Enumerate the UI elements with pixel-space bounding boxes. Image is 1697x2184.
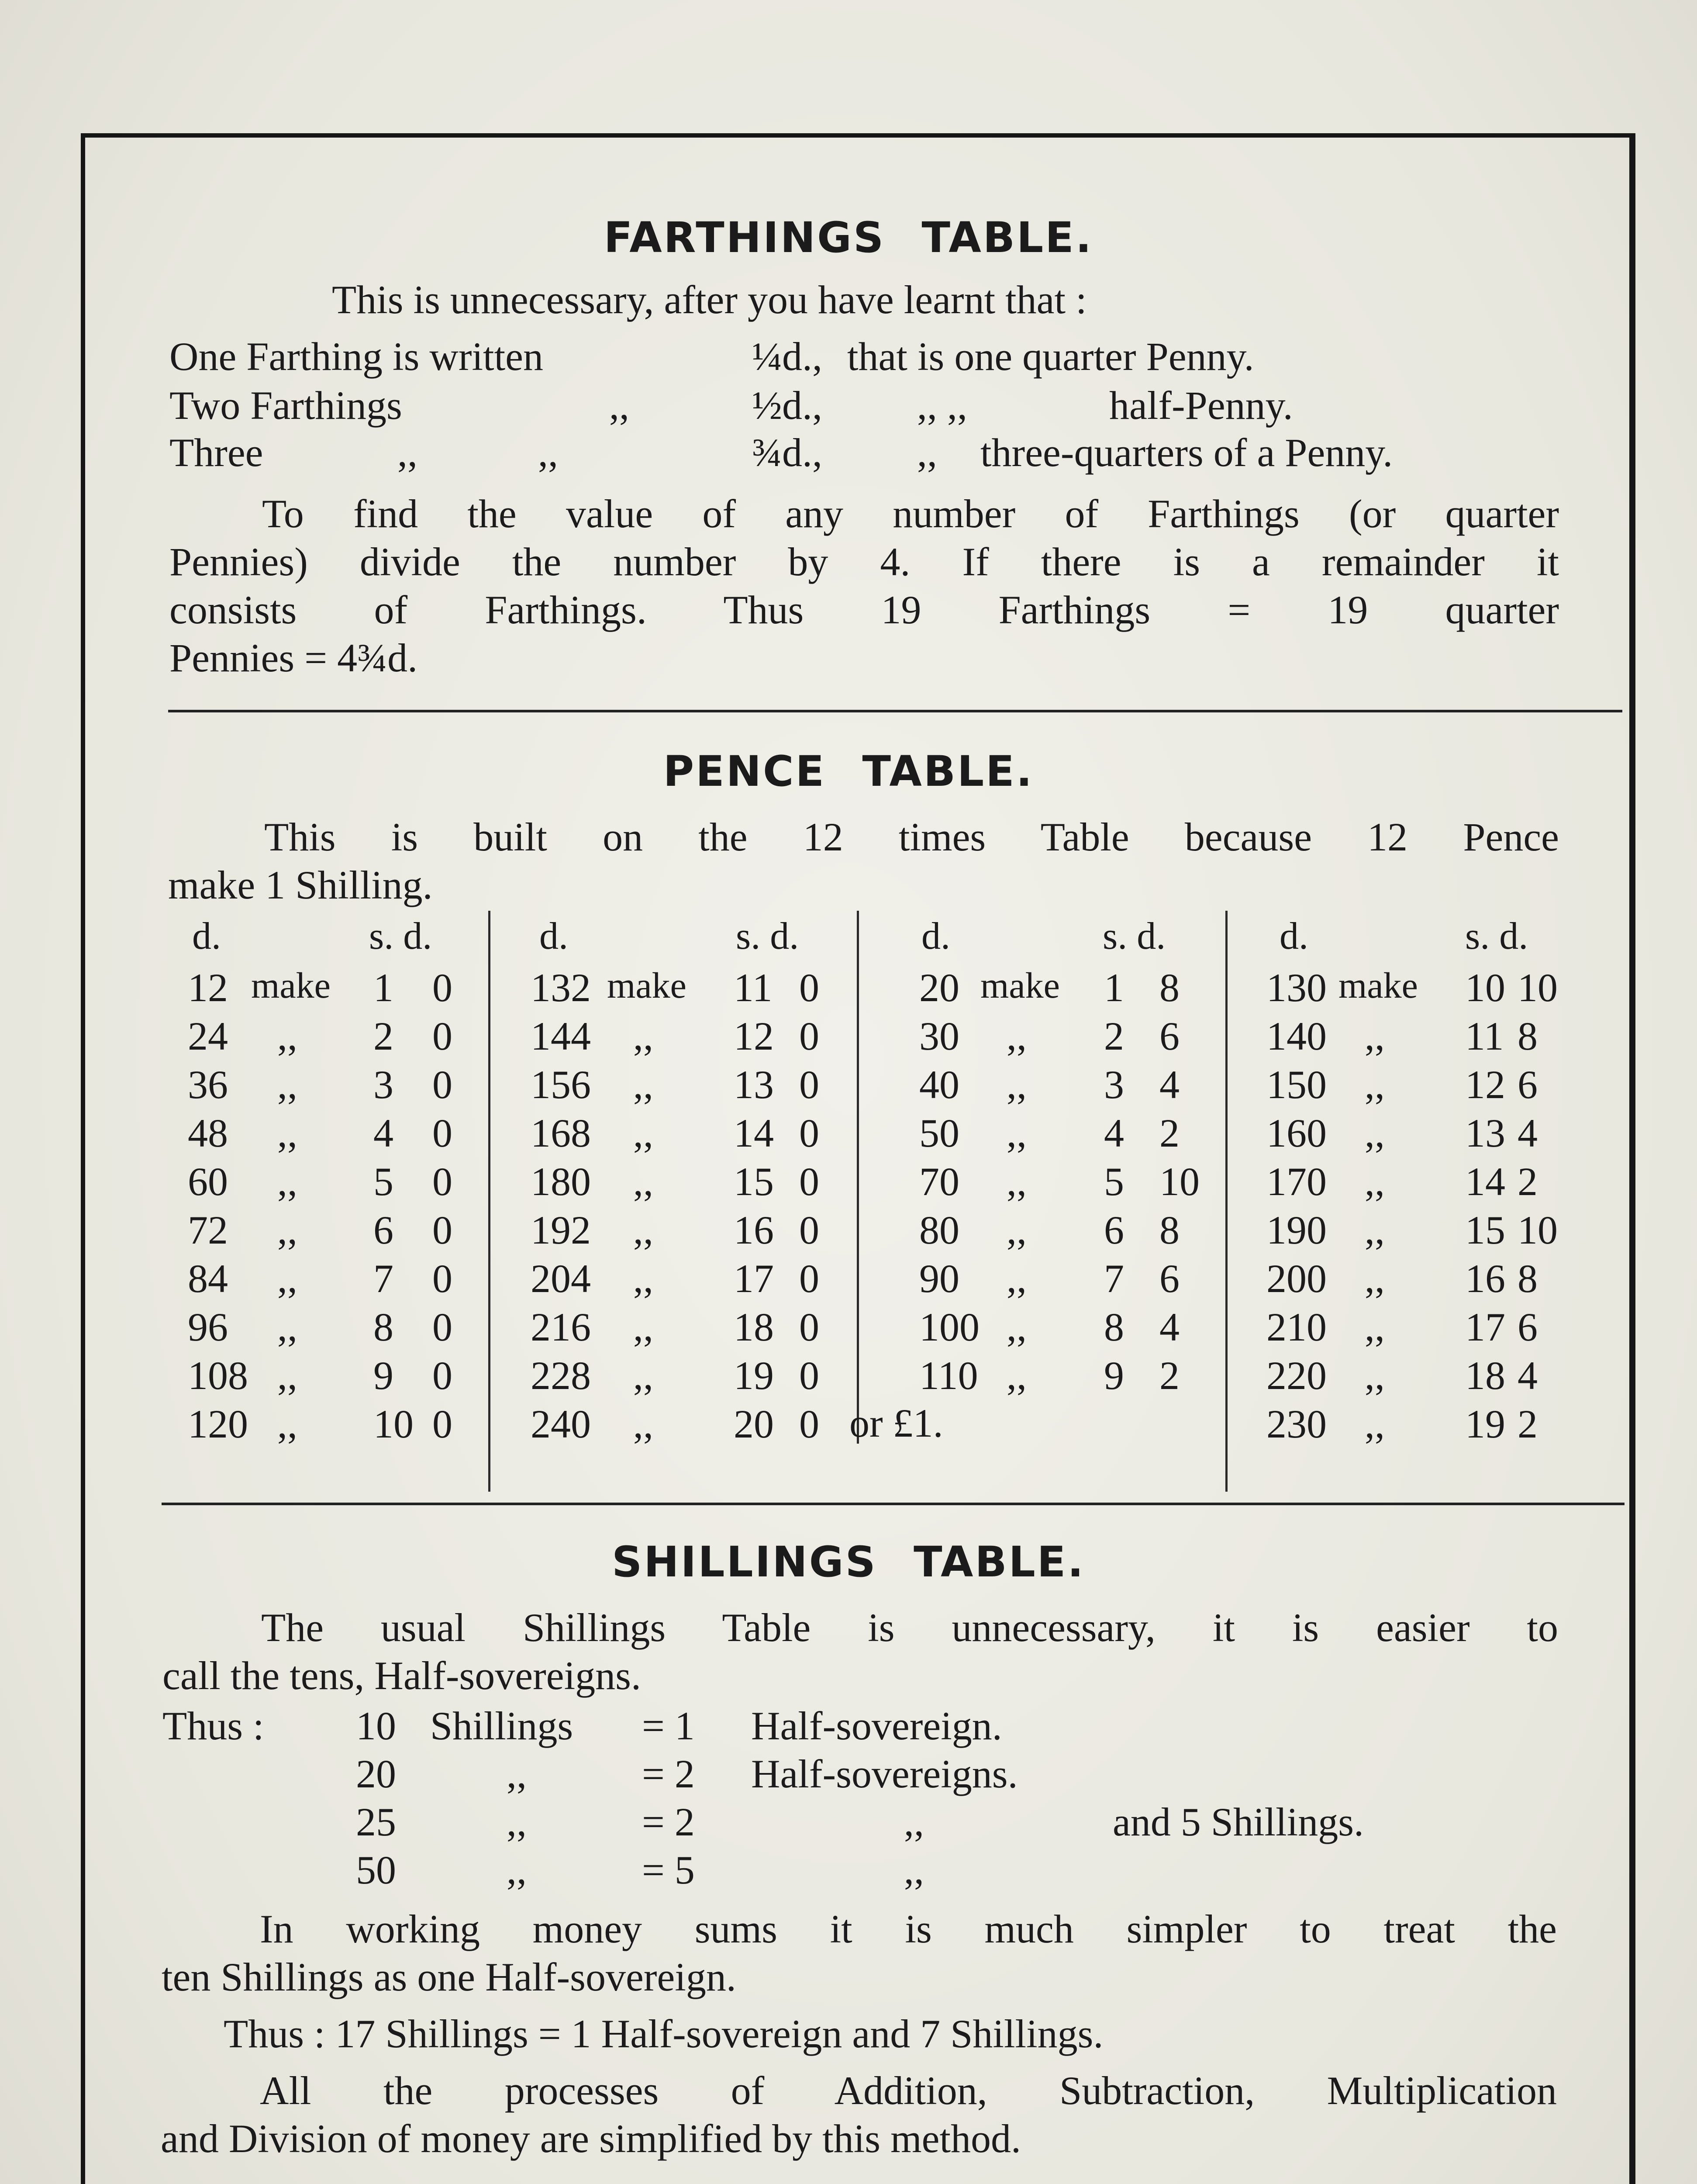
shillings-intro: call the tens, Half-sovereigns. (162, 1653, 641, 1698)
pence-amount: 60 (188, 1159, 228, 1204)
shillings-value: 5 (1104, 1159, 1124, 1204)
shillings-value: 2 (373, 1014, 393, 1058)
shillings-equals: = 5 (642, 1848, 695, 1892)
pence-amount: 40 (919, 1062, 959, 1107)
pence-amount: 170 (1266, 1159, 1327, 1204)
farthings-row-value: ½d., (752, 383, 822, 428)
pence-value: 2 (1518, 1159, 1538, 1204)
pence-value: 2 (1159, 1353, 1180, 1398)
shillings-value: 6 (373, 1208, 393, 1252)
farthings-row-desc: that is one quarter Penny. (847, 334, 1254, 379)
shillings-example: Thus : 17 Shillings = 1 Half-sovereign and 7 Shillings. (224, 2011, 1104, 2056)
column-header-d: d. (539, 915, 568, 957)
farthings-row-desc: half-Penny. (1109, 383, 1293, 428)
shillings-extra: and 5 Shillings. (1113, 1800, 1364, 1844)
pence-make: ,, (277, 1208, 297, 1252)
shillings-count: 50 (356, 1848, 396, 1892)
pence-make: ,, (1007, 1014, 1027, 1058)
pence-value: 0 (432, 1256, 452, 1301)
shillings-unit: ,, (507, 1848, 527, 1892)
pence-value: 4 (1159, 1305, 1180, 1349)
farthings-paragraph-line: To find the value of any number of Farthings (or quarter (262, 491, 1559, 536)
column-header-d: d. (192, 915, 221, 957)
pence-make: ,, (277, 1062, 297, 1107)
shillings-unit: Shillings (430, 1704, 573, 1748)
shillings-value: 7 (373, 1256, 393, 1301)
pence-make: ,, (277, 1111, 297, 1155)
pence-value: 6 (1159, 1014, 1180, 1058)
shillings-value: 2 (1104, 1014, 1124, 1058)
pence-amount: 240 (531, 1402, 591, 1446)
pence-amount: 100 (919, 1305, 980, 1349)
pence-value: 4 (1159, 1062, 1180, 1107)
pence-make: ,, (633, 1305, 653, 1349)
column-divider (1225, 911, 1228, 1492)
pence-value: 0 (799, 1208, 819, 1252)
shillings-value: 15 (734, 1159, 774, 1204)
shillings-result: Half-sovereigns. (751, 1752, 1018, 1796)
pence-make: ,, (633, 1256, 653, 1301)
pence-amount: 180 (531, 1159, 591, 1204)
shillings-value: 12 (734, 1014, 774, 1058)
pence-amount: 160 (1266, 1111, 1327, 1155)
pence-amount: 30 (919, 1014, 959, 1058)
pence-value: 0 (799, 965, 819, 1010)
farthings-title: FARTHINGS TABLE. (604, 213, 1093, 262)
farthings-row-ditto: ,, (917, 430, 937, 475)
pence-value: 6 (1518, 1305, 1538, 1349)
pence-amount: 204 (531, 1256, 591, 1301)
pence-amount: 48 (188, 1111, 228, 1155)
pence-make: ,, (633, 1159, 653, 1204)
pence-value: 10 (1518, 965, 1558, 1010)
pence-value: 0 (799, 1014, 819, 1058)
shillings-equals: = 1 (642, 1704, 695, 1748)
pence-amount: 90 (919, 1256, 959, 1301)
pence-make: ,, (1365, 1402, 1385, 1446)
pence-amount: 156 (531, 1062, 591, 1107)
pence-make: ,, (1007, 1208, 1027, 1252)
pence-value: 0 (799, 1353, 819, 1398)
farthings-row-label: Three (169, 430, 263, 475)
pence-amount: 210 (1266, 1305, 1327, 1349)
pence-make: ,, (633, 1111, 653, 1155)
pence-value: 0 (432, 965, 452, 1010)
shillings-value: 19 (734, 1353, 774, 1398)
pence-amount: 168 (531, 1111, 591, 1155)
shillings-value: 6 (1104, 1208, 1124, 1252)
shillings-result: Half-sovereign. (751, 1704, 1002, 1748)
pence-value: 4 (1518, 1111, 1538, 1155)
pence-make: ,, (277, 1159, 297, 1204)
shillings-intro: The usual Shillings Table is unnecessary, it is easier to (261, 1605, 1558, 1650)
shillings-value: 16 (734, 1208, 774, 1252)
shillings-value: 9 (373, 1353, 393, 1398)
section-divider (168, 710, 1622, 712)
farthings-paragraph-line: Pennies = 4¾d. (169, 636, 418, 680)
pence-make: ,, (1007, 1111, 1027, 1155)
pence-make: ,, (633, 1062, 653, 1107)
pence-value: 2 (1518, 1402, 1538, 1446)
farthings-paragraph-line: consists of Farthings. Thus 19 Farthings = 19 quarter (169, 587, 1559, 632)
pence-amount: 140 (1266, 1014, 1327, 1058)
pence-make: make (607, 965, 686, 1006)
pence-make: ,, (277, 1353, 297, 1398)
pound-note: or £1. (849, 1401, 943, 1445)
shillings-value: 5 (373, 1159, 393, 1204)
pence-value: 0 (432, 1353, 452, 1398)
pence-amount: 132 (531, 965, 591, 1010)
pence-make: ,, (277, 1256, 297, 1301)
pence-value: 4 (1518, 1353, 1538, 1398)
shillings-unit: ,, (507, 1752, 527, 1796)
pence-value: 8 (1518, 1014, 1538, 1058)
pence-make: ,, (1007, 1062, 1027, 1107)
pence-value: 0 (432, 1159, 452, 1204)
shillings-value: 15 (1465, 1208, 1505, 1252)
pence-amount: 12 (188, 965, 228, 1010)
shillings-value: 1 (373, 965, 393, 1010)
shillings-value: 7 (1104, 1256, 1124, 1301)
shillings-value: 11 (1465, 1014, 1504, 1058)
column-header-sd: s. d. (1465, 915, 1528, 957)
farthings-row-ditto: ,, ,, (397, 430, 558, 475)
pence-value: 6 (1518, 1062, 1538, 1107)
shillings-value: 19 (1465, 1402, 1505, 1446)
shillings-value: 16 (1465, 1256, 1505, 1301)
shillings-value: 10 (373, 1402, 414, 1446)
pence-amount: 20 (919, 965, 959, 1010)
pence-make: ,, (1007, 1305, 1027, 1349)
pence-amount: 120 (188, 1402, 248, 1446)
pence-make: ,, (633, 1353, 653, 1398)
shillings-value: 4 (1104, 1111, 1124, 1155)
shillings-value: 14 (1465, 1159, 1505, 1204)
pence-value: 0 (799, 1402, 819, 1446)
shillings-value: 12 (1465, 1062, 1505, 1107)
pence-make: ,, (1007, 1353, 1027, 1398)
pence-value: 10 (1159, 1159, 1200, 1204)
column-header-sd: s. d. (736, 915, 799, 957)
pence-make: ,, (1007, 1256, 1027, 1301)
pence-make: ,, (1365, 1208, 1385, 1252)
shillings-value: 17 (734, 1256, 774, 1301)
pence-make: make (980, 965, 1060, 1006)
shillings-value: 18 (734, 1305, 774, 1349)
pence-make: make (251, 965, 331, 1006)
shillings-equals: = 2 (642, 1752, 695, 1796)
pence-value: 2 (1159, 1111, 1180, 1155)
shillings-value: 4 (373, 1111, 393, 1155)
pence-amount: 190 (1266, 1208, 1327, 1252)
pence-value: 0 (799, 1159, 819, 1204)
pence-amount: 110 (919, 1353, 978, 1398)
pence-value: 8 (1159, 1208, 1180, 1252)
pence-amount: 216 (531, 1305, 591, 1349)
pence-amount: 200 (1266, 1256, 1327, 1301)
pence-value: 0 (799, 1111, 819, 1155)
farthings-row-label: Two Farthings (169, 383, 402, 428)
pence-amount: 36 (188, 1062, 228, 1107)
pence-value: 0 (799, 1062, 819, 1107)
pence-make: ,, (277, 1402, 297, 1446)
pence-amount: 50 (919, 1111, 959, 1155)
pence-amount: 80 (919, 1208, 959, 1252)
farthings-paragraph-line: Pennies) divide the number by 4. If there is a remainder it (169, 539, 1559, 584)
farthings-row-value: ¾d., (752, 430, 822, 475)
pence-value: 0 (432, 1208, 452, 1252)
shillings-paragraph: All the processes of Addition, Subtraction, Multiplication (260, 2068, 1557, 2113)
pence-make: ,, (1365, 1014, 1385, 1058)
pence-amount: 130 (1266, 965, 1327, 1010)
shillings-count: 25 (356, 1800, 396, 1844)
shillings-title: SHILLINGS TABLE. (612, 1538, 1085, 1586)
column-header-sd: s. d. (1103, 915, 1166, 957)
shillings-count: 10 (356, 1704, 396, 1748)
pence-value: 0 (432, 1305, 452, 1349)
shillings-value: 14 (734, 1111, 774, 1155)
thus-label: Thus : (162, 1704, 264, 1748)
column-divider (857, 911, 859, 1444)
farthings-row-desc: three-quarters of a Penny. (980, 430, 1393, 475)
pence-make: ,, (633, 1014, 653, 1058)
column-header-d: d. (921, 915, 950, 957)
shillings-result: ,, (904, 1848, 924, 1892)
shillings-value: 11 (734, 965, 773, 1010)
column-divider (488, 911, 490, 1492)
shillings-paragraph: ten Shillings as one Half-sovereign. (162, 1955, 736, 1999)
shillings-value: 9 (1104, 1353, 1124, 1398)
column-header-sd: s. d. (369, 915, 432, 957)
pence-value: 8 (1518, 1256, 1538, 1301)
shillings-count: 20 (356, 1752, 396, 1796)
pence-make: ,, (633, 1402, 653, 1446)
pence-value: 0 (799, 1256, 819, 1301)
shillings-value: 8 (373, 1305, 393, 1349)
pence-make: ,, (1365, 1062, 1385, 1107)
pence-make: ,, (1365, 1353, 1385, 1398)
pence-amount: 150 (1266, 1062, 1327, 1107)
pence-make: ,, (277, 1305, 297, 1349)
section-divider (162, 1503, 1625, 1505)
pence-amount: 144 (531, 1014, 591, 1058)
pence-value: 6 (1159, 1256, 1180, 1301)
shillings-value: 13 (734, 1062, 774, 1107)
pence-value: 0 (432, 1111, 452, 1155)
pence-make: ,, (277, 1014, 297, 1058)
farthings-row-ditto: ,, ,, (917, 383, 967, 428)
pence-amount: 228 (531, 1353, 591, 1398)
pence-intro: This is built on the 12 times Table because 12 Pence (264, 815, 1559, 859)
shillings-value: 20 (734, 1402, 774, 1446)
shillings-value: 17 (1465, 1305, 1505, 1349)
shillings-value: 18 (1465, 1353, 1505, 1398)
pence-amount: 70 (919, 1159, 959, 1204)
pence-make: ,, (1365, 1305, 1385, 1349)
shillings-value: 1 (1104, 965, 1124, 1010)
shillings-value: 10 (1465, 965, 1505, 1010)
farthings-row-value: ¼d., (752, 334, 822, 379)
pence-value: 8 (1159, 965, 1180, 1010)
pence-title: PENCE TABLE. (663, 747, 1034, 796)
pence-amount: 84 (188, 1256, 228, 1301)
farthings-row-label: One Farthing is written (169, 334, 543, 379)
pence-make: make (1338, 965, 1418, 1006)
pence-amount: 192 (531, 1208, 591, 1252)
pence-make: ,, (1365, 1111, 1385, 1155)
shillings-value: 3 (1104, 1062, 1124, 1107)
shillings-unit: ,, (507, 1800, 527, 1844)
pence-value: 0 (799, 1305, 819, 1349)
pence-intro: make 1 Shilling. (168, 863, 433, 907)
pence-amount: 72 (188, 1208, 228, 1252)
column-header-d: d. (1280, 915, 1308, 957)
pence-make: ,, (633, 1208, 653, 1252)
shillings-value: 13 (1465, 1111, 1505, 1155)
pence-value: 0 (432, 1014, 452, 1058)
pence-amount: 220 (1266, 1353, 1327, 1398)
pence-make: ,, (1365, 1159, 1385, 1204)
shillings-result: ,, (904, 1800, 924, 1844)
pence-value: 0 (432, 1402, 452, 1446)
shillings-equals: = 2 (642, 1800, 695, 1844)
farthings-row-ditto: ,, (609, 383, 629, 428)
shillings-paragraph: In working money sums it is much simpler to treat the (260, 1907, 1557, 1951)
shillings-paragraph: and Division of money are simplified by this method. (161, 2116, 1021, 2161)
shillings-value: 8 (1104, 1305, 1124, 1349)
pence-value: 10 (1518, 1208, 1558, 1252)
pence-amount: 24 (188, 1014, 228, 1058)
pence-value: 0 (432, 1062, 452, 1107)
pence-make: ,, (1365, 1256, 1385, 1301)
pence-make: ,, (1007, 1159, 1027, 1204)
shillings-value: 3 (373, 1062, 393, 1107)
pence-amount: 230 (1266, 1402, 1327, 1446)
pence-amount: 108 (188, 1353, 248, 1398)
farthings-intro: This is unnecessary, after you have learnt that : (332, 277, 1087, 322)
pence-amount: 96 (188, 1305, 228, 1349)
